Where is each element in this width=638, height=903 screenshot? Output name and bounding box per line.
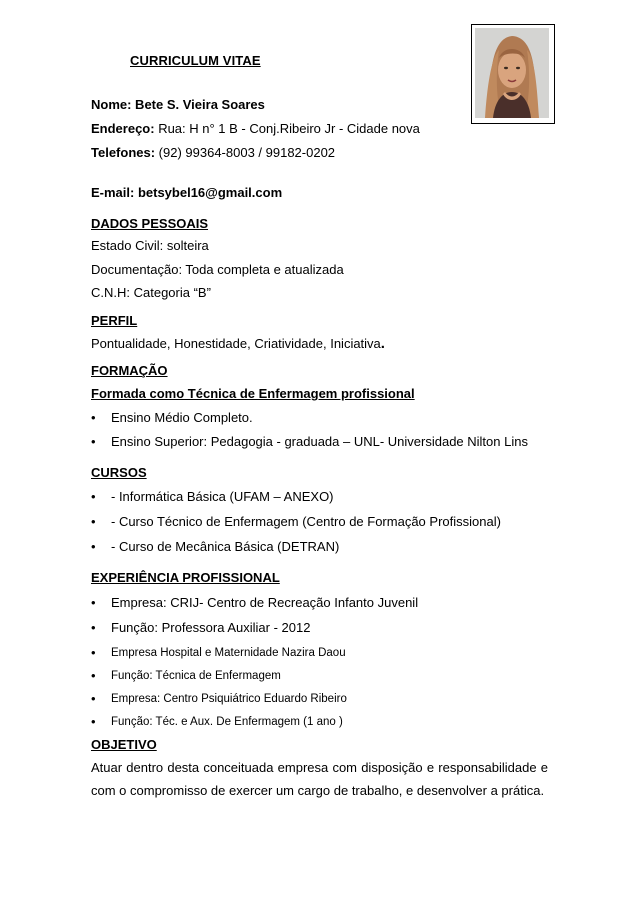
formacao-item: Ensino Médio Completo.: [111, 410, 253, 425]
bullet-icon: •: [91, 489, 96, 504]
formacao-heading: FORMAÇÃO: [91, 363, 168, 378]
document-title: CURRICULUM VITAE: [130, 53, 261, 68]
perfil-period: .: [380, 335, 385, 352]
bullet-icon: •: [91, 645, 96, 660]
email-line: E-mail: betsybel16@gmail.com: [91, 185, 283, 200]
telefones-line: [91, 145, 335, 161]
curso-item: - Curso de Mecânica Básica (DETRAN): [111, 539, 340, 554]
objetivo-heading: OBJETIVO: [91, 737, 157, 752]
telefones-value: (92) 99364-8003 / 99182-0202: [155, 145, 336, 160]
cnh-line: C.N.H: Categoria “B”: [91, 285, 211, 300]
dados-pessoais-heading: DADOS PESSOAIS: [91, 216, 209, 231]
bullet-icon: •: [91, 539, 96, 554]
bullet-icon: •: [91, 620, 96, 635]
objetivo-text-line-1: Atuar dentro desta conceituada empresa com disposição e responsabilidade e: [91, 760, 548, 775]
cursos-heading: CURSOS: [91, 465, 147, 480]
perfil-heading: PERFIL: [91, 313, 138, 328]
bullet-icon: •: [91, 714, 96, 729]
bullet-icon: •: [91, 691, 96, 706]
perfil-text: [91, 336, 385, 352]
formacao-subheading: Formada como Técnica de Enfermagem profissional: [91, 386, 415, 401]
endereco-line: [91, 121, 420, 137]
curso-item: - Curso Técnico de Enfermagem (Centro de Formação Profissional): [111, 514, 501, 529]
perfil-qualities: Pontualidade, Honestidade, Criatividade, Iniciativa: [91, 336, 381, 351]
profile-photo: [475, 28, 549, 118]
bullet-icon: •: [91, 514, 96, 529]
endereco-value: Rua: H n° 1 B - Conj.Ribeiro Jr - Cidade nova: [154, 121, 420, 136]
nome-line: Nome: Bete S. Vieira Soares: [91, 97, 265, 112]
experiencia-item: Função: Técnica de Enfermagem: [111, 670, 281, 682]
experiencia-heading: EXPERIÊNCIA PROFISSIONAL: [91, 570, 280, 585]
bullet-icon: •: [91, 434, 96, 449]
experiencia-item: Função: Téc. e Aux. De Enfermagem (1 ano ): [111, 716, 343, 728]
documentacao-line: Documentação: Toda completa e atualizada: [91, 262, 344, 277]
experiencia-item: Função: Professora Auxiliar - 2012: [111, 620, 311, 635]
experiencia-item: Empresa: Centro Psiquiátrico Eduardo Ribeiro: [111, 693, 347, 705]
formacao-item: Ensino Superior: Pedagogia - graduada – UNL- Universidade Nilton Lins: [111, 434, 528, 449]
bullet-icon: •: [91, 410, 96, 425]
estado-civil-line: Estado Civil: solteira: [91, 238, 209, 253]
experiencia-item: Empresa Hospital e Maternidade Nazira Daou: [111, 647, 346, 659]
objetivo-text-line-2: com o compromisso de exercer um cargo de trabalho, e desenvolver a prática.: [91, 783, 545, 798]
endereco-label: Endereço:: [91, 121, 155, 136]
telefones-label: Telefones:: [91, 145, 156, 160]
experiencia-item: Empresa: CRIJ- Centro de Recreação Infanto Juvenil: [111, 595, 419, 610]
curso-item: - Informática Básica (UFAM – ANEXO): [111, 489, 334, 504]
bullet-icon: •: [91, 595, 96, 610]
bullet-icon: •: [91, 668, 96, 683]
